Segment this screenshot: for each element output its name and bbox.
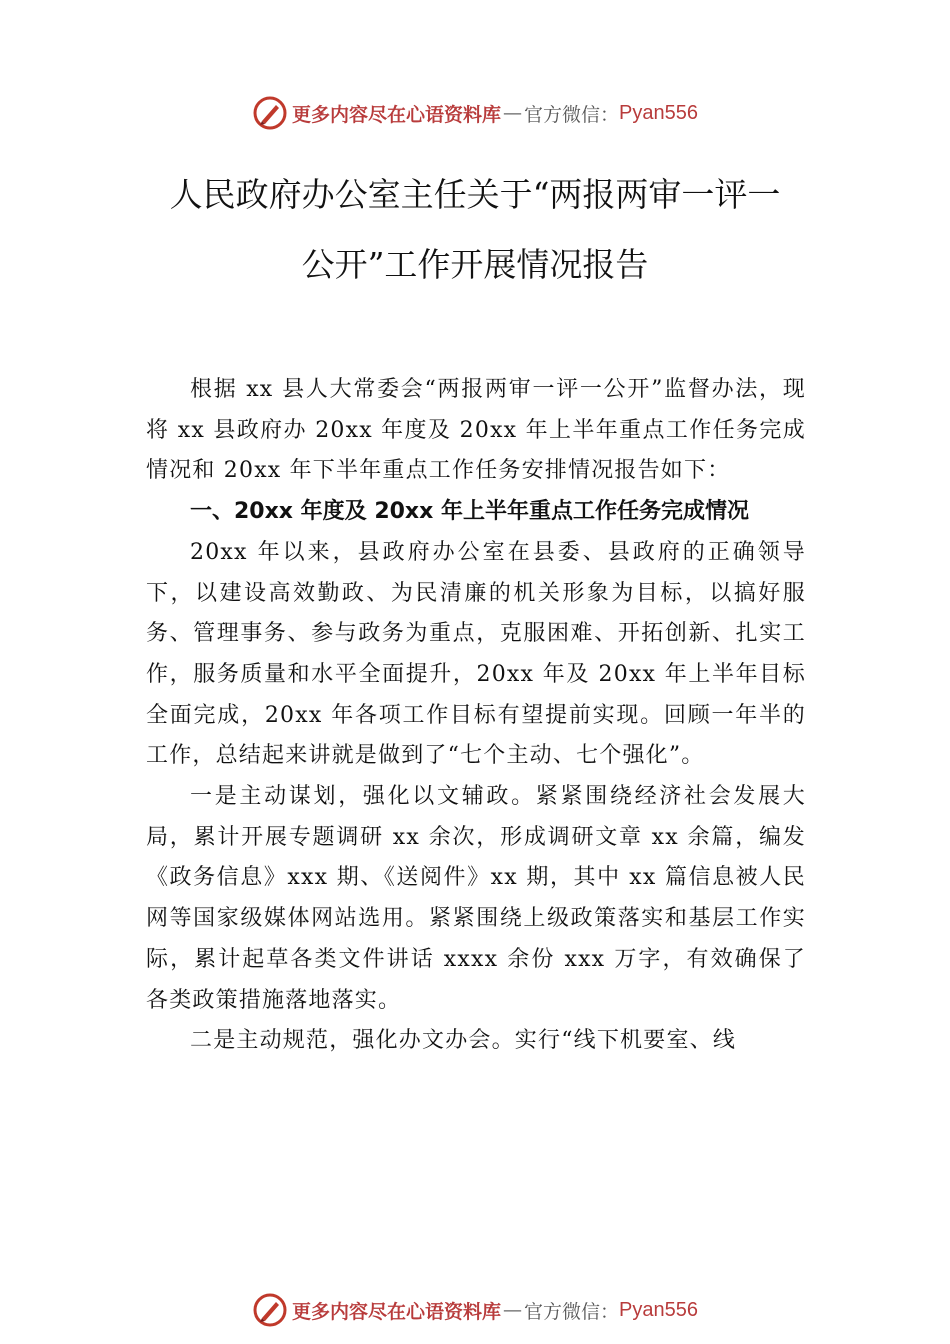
- wechat-id: Pyan556: [619, 1298, 698, 1321]
- document-title: [140, 160, 810, 300]
- section-1-paragraph-3: 二是主动规范，强化办文办会。实行“线下机要室、线: [190, 1028, 737, 1054]
- wechat-id: Pyan556: [619, 101, 698, 124]
- brand-text: 更多内容尽在心语资料库: [292, 103, 502, 126]
- title-line-1: 人民政府办公室主任关于“两报两审一评一: [169, 175, 781, 214]
- header-banner: [0, 93, 950, 133]
- pen-logo-icon: [252, 95, 288, 131]
- wechat-label: 官方微信：: [524, 1300, 620, 1323]
- pen-logo-icon: [252, 1292, 288, 1328]
- intro-paragraph: 根据 xx 县人大常委会“两报两审一评一公开”监督办法，现将 xx 县政府办 20xx 年度及 20xx 年上半年重点工作任务完成情况和 20xx 年下半年重点工作任务安排情况报告如下：: [146, 377, 806, 484]
- section-1-paragraph-1: 20xx 年以来，县政府办公室在县委、县政府的正确领导下，以建设高效勤政、为民清廉的机关形象为目标，以搞好服务、管理事务、参与政务为重点，克服困难、开拓创新、扎实工作，服务质量和水平全面提升，20xx 年及 20xx 年上半年目标全面完成，20xx 年各项工作目标有望提前实现。回顾一年半的工作，总结起来讲就是做到了“七个主动、七个强化”。: [146, 539, 806, 769]
- title-line-2: 公开”工作开展情况报告: [301, 245, 649, 284]
- section-1-paragraph-2: 一是主动谋划，强化以文辅政。紧紧围绕经济社会发展大局，累计开展专题调研 xx 余次，形成调研文章 xx 余篇，编发《政务信息》xxx 期、《送阅件》xx 期，其中 xx 篇信息被人民网等国家级媒体网站选用。紧紧围绕上级政策落实和基层工作实际，累计起草各类文件讲话 xxxx 余份 xxx 万字，有效确保了各类政策措施落地落实。: [146, 784, 806, 1013]
- footer-banner: [0, 1290, 950, 1330]
- separator-dash: —: [503, 1299, 523, 1321]
- separator-dash: —: [503, 102, 523, 124]
- brand-text: 更多内容尽在心语资料库: [292, 1300, 502, 1323]
- section-heading-1: 一、20xx 年度及 20xx 年上半年重点工作任务完成情况: [190, 499, 749, 525]
- document-body: [146, 370, 806, 1062]
- wechat-label: 官方微信：: [524, 103, 620, 126]
